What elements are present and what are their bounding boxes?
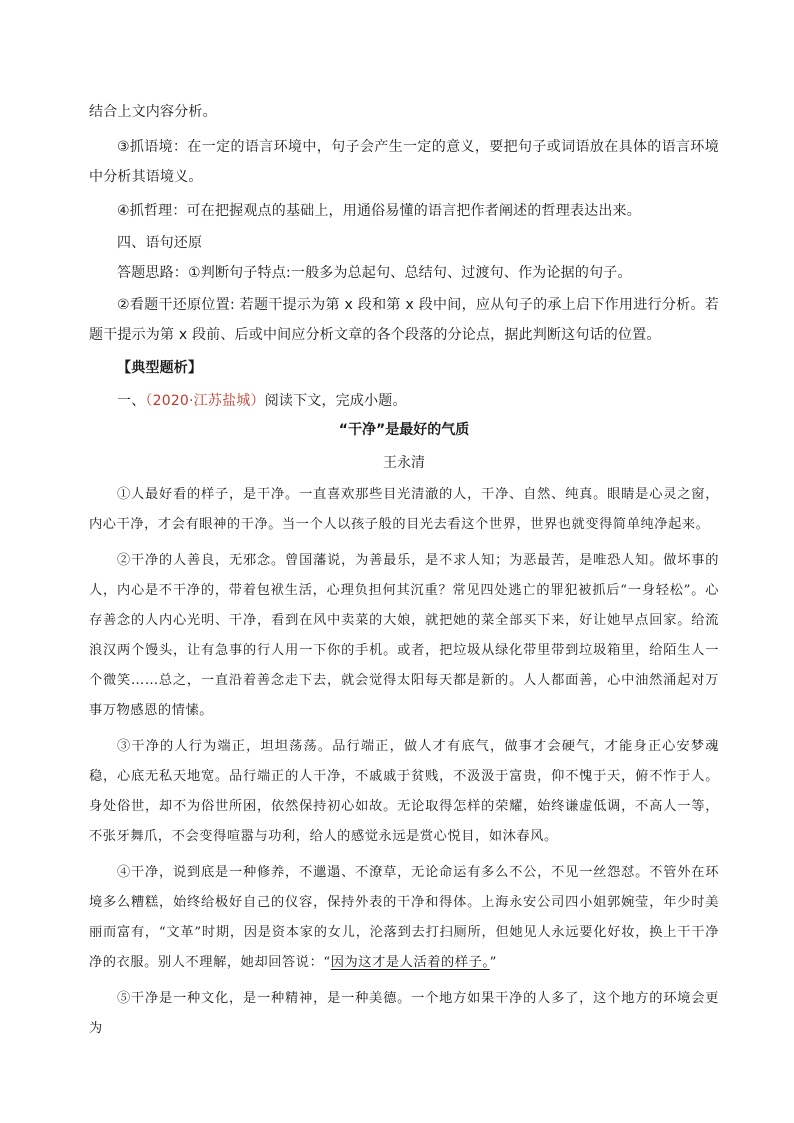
question-1-source: （2020·江苏盐城） bbox=[145, 393, 265, 409]
intro-line-end: 结合上文内容分析。 bbox=[89, 104, 217, 120]
question-1-prefix: 一、 bbox=[117, 393, 146, 409]
question-1-instruction: 阅读下文，完成小题。 bbox=[264, 393, 407, 409]
article-paragraph-3: ③干净的人行为端正，坦坦荡荡。品行端正，做人才有底气，做事才会硬气，才能身正心安梦魂稳，心底无私天地宽。品行端正的人干净，不戚戚于贫贱，不汲汲于富贵，仰不愧于天，俯不怍于人。身处俗世，却不为俗世所困，依然保持初心如故。无论取得怎样的荣耀，始终谦虚低调，不高人一等，不张牙舞爪，不会变得喧嚣与功利，给人的感觉永远是赏心悦目，如沐春风。 bbox=[89, 739, 719, 844]
article-paragraph-2: ②干净的人善良，无邪念。曾国藩说，为善最乐，是不求人知；为恶最苦，是唯恐人知。做坏事的人，内心是不干净的，带着包袱生活，心理负担何其沉重？常见四处逃亡的罪犯被抓后“一身轻松”。心存善念的人内心光明、干净，看到在风中卖菜的大娘，就把她的菜全部买下来，好让她早点回家。给流浪汉两个馒头，让有急事的行人用一下你的手机。或者，把垃圾从绿化带里带到垃圾箱里，给陌生人一个微笑……总之，一直沿着善念走下去，就会觉得太阳每天都是新的。人人都面善，心中油然涌起对万事万物感恩的情愫。 bbox=[89, 553, 719, 718]
point-3-context: ③抓语境：在一定的语言环境中，句子会产生一定的意义，要把句子或词语放在具体的语言环境中分析其语境义。 bbox=[89, 139, 719, 185]
article-title: “干净”是最好的气质 bbox=[338, 422, 470, 438]
article-author: 王永清 bbox=[383, 455, 425, 471]
article-block bbox=[89, 415, 719, 1044]
typical-heading: 【典型题析】 bbox=[117, 360, 203, 376]
intro-block bbox=[89, 97, 719, 416]
article-paragraph-4 bbox=[89, 858, 719, 978]
section-4-heading: 四、语句还原 bbox=[117, 235, 203, 251]
article-paragraph-5: ⑤干净是一种文化，是一种精神，是一种美德。一个地方如果干净的人多了，这个地方的环境会更为 bbox=[89, 991, 719, 1036]
section-4-thinking: 答题思路：①判断句子特点:一般多为总起句、总结句、过渡句、作为论据的句子。 bbox=[117, 265, 632, 281]
article-paragraph-4-end: ” bbox=[489, 955, 497, 970]
article-paragraph-4-text: ④干净，说到底是一种修养，不邋遢、不潦草，无论命运有多么不公，不见一丝怨怼。不管外在环境多么糟糕，始终给极好自己的仪容，保持外表的干净和得体。上海永安公司四小姐郭婉莹，年少时美丽而富有，“文革”时期，因是资本家的女儿，沦落到去打扫厕所，但她见人永远要化好妆，换上干干净净的衣服。别人不理解，她却回答说：“ bbox=[89, 865, 719, 970]
article-paragraph-4-quote: 因为这才是人活着的样子。 bbox=[330, 955, 490, 970]
point-4-philosophy: ④抓哲理：可在把握观点的基础上，用通俗易懂的语言把作者阐述的哲理表达出来。 bbox=[117, 203, 641, 219]
section-4-step-2: ②看题干还原位置: 若题干提示为第 x 段和第 x 段中间，应从句子的承上启下作用进行分析。若题干提示为第 x 段前、后或中间应分析文章的各个段落的分论点，据此判断这句话的位置。 bbox=[89, 297, 719, 343]
question-1-line bbox=[89, 386, 719, 416]
article-paragraph-1: ①人最好看的样子，是干净。一直喜欢那些目光清澈的人，干净、自然、纯真。眼睛是心灵之窗，内心干净，才会有眼神的干净。当一个人以孩子般的目光去看这个世界，世界也就变得简单纯净起来。 bbox=[89, 487, 719, 532]
